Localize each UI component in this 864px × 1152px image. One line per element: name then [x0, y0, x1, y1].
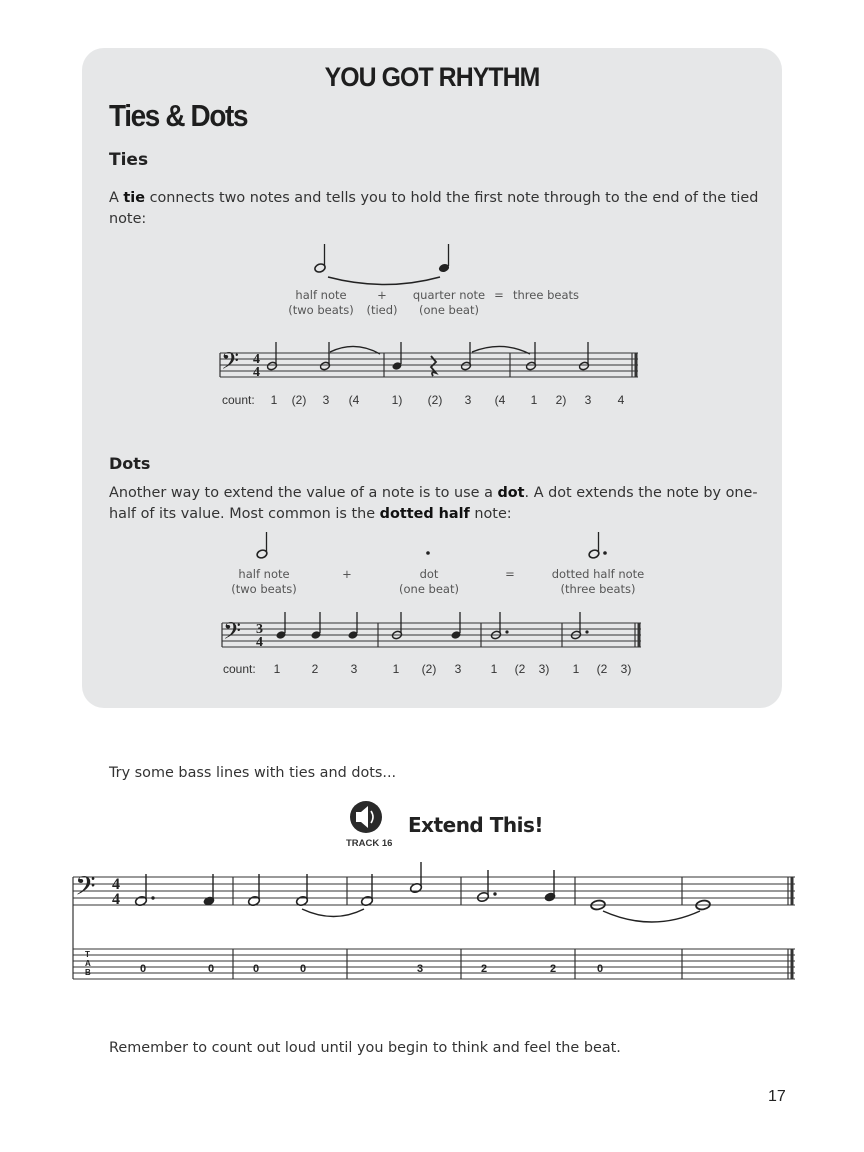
section-header: YOU GOT RHYTHM	[324, 62, 540, 92]
tab-letter: B	[85, 968, 91, 977]
dots-eq-result: dotted half note (three beats)	[551, 567, 645, 596]
dots-count: 1	[392, 662, 400, 676]
ties-count: 3	[584, 393, 592, 407]
ties-eq-half: half note (two beats)	[288, 288, 354, 317]
dots-count: (2	[596, 662, 608, 676]
dots-count: 1	[273, 662, 281, 676]
dots-count: 3	[350, 662, 358, 676]
time-sig-bottom: 4	[112, 891, 120, 908]
tab-number: 2	[480, 963, 488, 975]
ties-count: 2)	[555, 393, 567, 407]
time-sig-bottom: 4	[253, 365, 260, 380]
tab-letter: T	[85, 950, 90, 959]
tab-number: 0	[207, 963, 215, 975]
tab-number: 0	[139, 963, 147, 975]
ties-count: 4	[617, 393, 625, 407]
ties-count: 1	[530, 393, 538, 407]
exercise-outro: Remember to count out loud until you begin to think and feel the beat.	[109, 1040, 621, 1056]
ties-count: (4	[494, 393, 506, 407]
page-number: 17	[768, 1088, 786, 1105]
dots-count: 1	[572, 662, 580, 676]
exercise-intro: Try some bass lines with ties and dots...	[109, 765, 397, 781]
tie	[603, 911, 700, 922]
tie	[302, 909, 364, 917]
dots-count: 1	[490, 662, 498, 676]
ties-count: (2)	[291, 393, 307, 407]
tab-number: 3	[416, 963, 424, 975]
tab-number: 0	[252, 963, 260, 975]
dots-eq-dot: dot (one beat)	[399, 567, 459, 596]
time-sig-top: 4	[253, 352, 260, 367]
dots-eq-plus: +	[342, 567, 352, 581]
tab-number: 2	[549, 963, 557, 975]
dots-eq-half: half note (two beats)	[231, 567, 297, 596]
ties-paragraph: A tie connects two notes and tells you to hold the first note through to the end of the tied note:	[109, 190, 759, 227]
ties-count: (4	[348, 393, 360, 407]
ties-count: 3	[464, 393, 472, 407]
dots-count: 3)	[538, 662, 550, 676]
dots-eq-equals: =	[505, 567, 515, 581]
ties-eq-plus: + (tied)	[366, 288, 398, 317]
dots-heading: Dots	[109, 454, 151, 473]
track-label: TRACK 16	[346, 838, 393, 849]
ties-eq-result: three beats	[512, 288, 580, 302]
time-sig-bottom: 4	[256, 635, 263, 650]
time-sig-top: 4	[112, 876, 120, 893]
ties-count: 1)	[391, 393, 403, 407]
ties-eq-quarter: quarter note (one beat)	[412, 288, 486, 317]
ties-count: 1	[270, 393, 278, 407]
dots-count: (2)	[421, 662, 437, 676]
dots-paragraph: Another way to extend the value of a note is to use a dot. A dot extends the note by one-half of its value. Most common is the dotted half note:	[109, 485, 758, 522]
page-title: Ties & Dots	[109, 98, 248, 133]
dots-count: 3)	[620, 662, 632, 676]
exercise-title: Extend This!	[408, 813, 543, 837]
dots-count-label: count:	[223, 662, 256, 676]
bass-clef-icon: 𝄢	[223, 617, 242, 650]
dots-count: 3	[454, 662, 462, 676]
ties-count-label: count:	[222, 393, 255, 407]
ties-heading: Ties	[109, 150, 149, 170]
ties-count: 3	[322, 393, 330, 407]
bass-clef-icon: 𝄢	[221, 347, 240, 380]
time-sig-top: 3	[256, 622, 263, 637]
tab-number: 0	[596, 963, 604, 975]
ties-eq-equals: =	[494, 288, 504, 302]
dots-count: 2	[311, 662, 319, 676]
tab-number: 0	[299, 963, 307, 975]
bass-clef-icon: 𝄢	[75, 870, 96, 908]
dots-count: (2	[514, 662, 526, 676]
tab-letter: A	[85, 959, 91, 968]
ties-count: (2)	[427, 393, 443, 407]
